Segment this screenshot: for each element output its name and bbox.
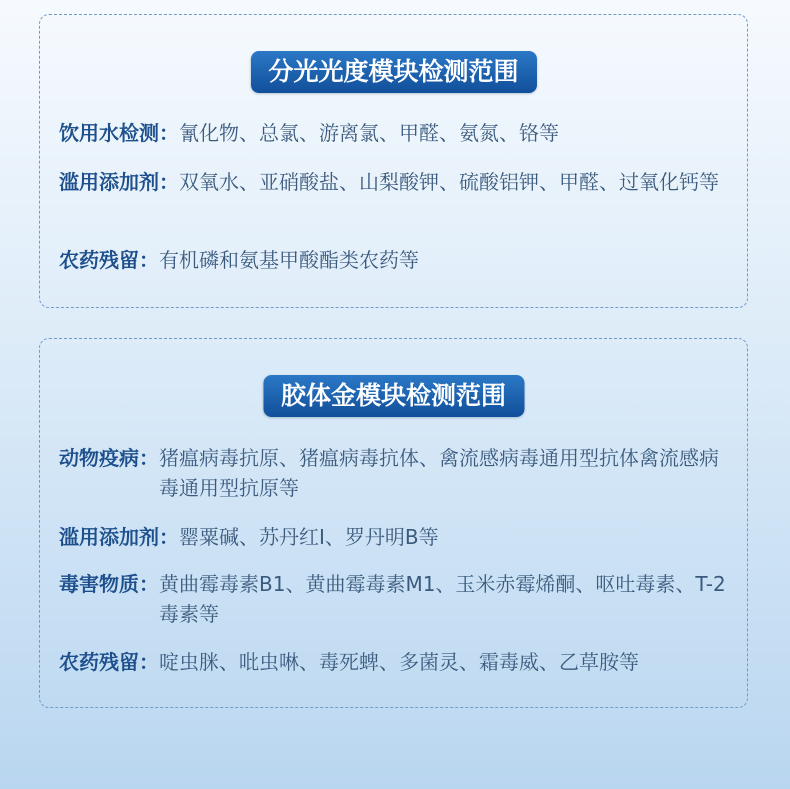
row-value: 啶虫脒、吡虫啉、毒死蜱、多菌灵、霜毒威、乙草胺等	[159, 650, 639, 674]
section-title: 分光光度模块检测范围	[250, 51, 536, 93]
row-label: 滥用添加剂：	[59, 170, 179, 194]
spectrophotometry-panel	[39, 14, 748, 308]
detection-row-pesticide	[59, 647, 737, 677]
detection-row-toxins	[59, 569, 737, 629]
row-label: 动物疫病：	[59, 446, 159, 470]
row-label: 农药残留：	[59, 650, 159, 674]
section-title: 胶体金模块检测范围	[263, 375, 524, 417]
detection-row-pesticide	[59, 245, 737, 275]
detection-row-additives	[59, 167, 737, 197]
colloidal-gold-panel	[39, 338, 748, 708]
row-value: 氰化物、总氯、游离氯、甲醛、氨氮、铬等	[179, 121, 559, 145]
row-label: 毒害物质：	[59, 572, 159, 596]
detection-row-additives	[59, 522, 737, 552]
row-label: 饮用水检测：	[59, 121, 179, 145]
row-value: 猪瘟病毒抗原、猪瘟病毒抗体、禽流感病毒通用型抗体禽流感病毒通用型抗原等	[159, 446, 719, 500]
detection-row-animal-disease	[59, 443, 737, 503]
detection-row-drinking-water	[59, 118, 737, 148]
row-label: 滥用添加剂：	[59, 525, 179, 549]
row-value: 双氧水、亚硝酸盐、山梨酸钾、硫酸铝钾、甲醛、过氧化钙等	[179, 170, 719, 194]
row-value: 有机磷和氨基甲酸酯类农药等	[159, 248, 419, 272]
row-value: 黄曲霉毒素B1、黄曲霉毒素M1、玉米赤霉烯酮、呕吐毒素、T-2毒素等	[159, 572, 726, 626]
row-label: 农药残留：	[59, 248, 159, 272]
row-value: 罂粟碱、苏丹红I、罗丹明B等	[179, 525, 439, 549]
